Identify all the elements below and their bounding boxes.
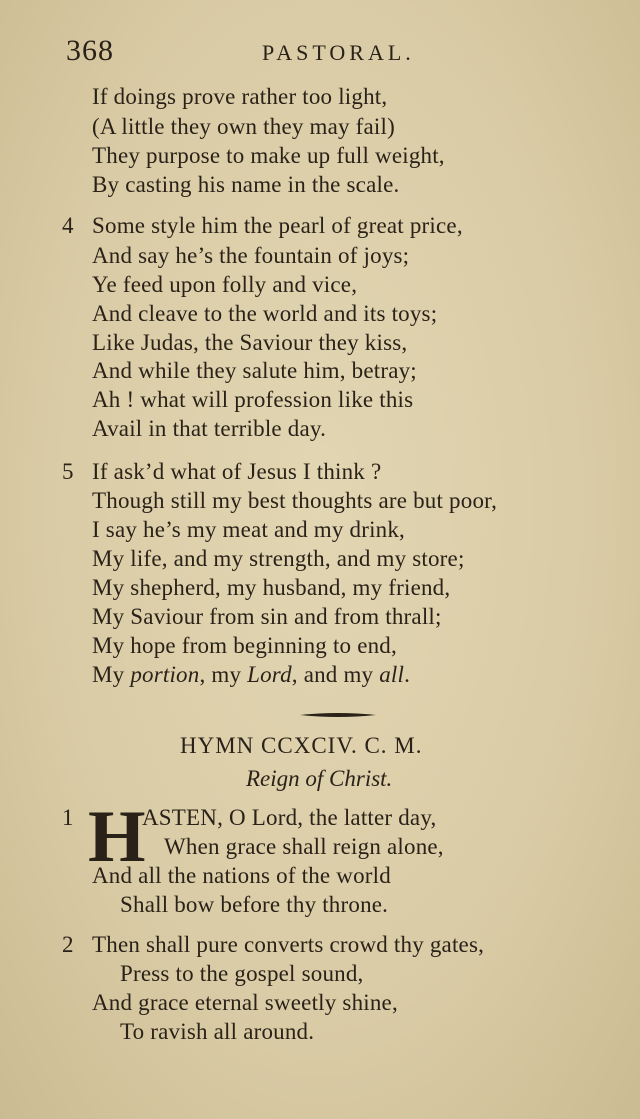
verse-line: My shepherd, my husband, my friend, [92,575,451,600]
text-run: My [92,662,131,687]
verse-line: To ravish all around. [120,1019,315,1044]
drop-cap: H [88,796,146,878]
text-run: , and my [291,662,380,687]
italic-portion: portion [130,662,200,687]
italic-lord: Lord [247,662,292,687]
verse-line: And cleave to the world and its toys; [92,301,438,326]
verse-line: (A little they own they may fail) [92,114,395,139]
verse-line: Like Judas, the Saviour they kiss, [92,330,408,355]
verse-line: Ye feed upon folly and vice, [92,272,358,297]
verse-line: I say he’s my meat and my drink, [92,517,406,542]
verse-line: Press to the gospel sound, [120,961,364,986]
verse-line: Avail in that terrible day. [92,416,327,441]
verse-line: Shall bow before thy throne. [120,892,389,917]
verse-line: And say he’s the fountain of joys; [92,243,410,268]
verse-line: They purpose to make up full weight, [92,143,445,168]
running-head: PASTORAL. [262,40,415,65]
ornament-divider [300,712,376,718]
verse-line-final [92,662,410,688]
stanza-number: 5 [62,459,74,484]
stanza-number: 4 [62,213,74,238]
verse-number: 1 [62,805,74,830]
verse-line: My life, and my strength, and my store; [92,546,465,571]
verse-line: My Saviour from sin and from thrall; [92,604,442,629]
verse-line: By casting his name in the scale. [92,172,400,197]
verse-line: Then shall pure converts crowd thy gates, [92,932,485,957]
verse-number: 2 [62,932,74,957]
verse-line: Some style him the pearl of great price, [92,213,463,238]
verse-line: My hope from beginning to end, [92,633,397,658]
verse-line: When grace shall reign alone, [164,834,444,859]
verse-line: And all the nations of the world [92,863,391,888]
verse-line: If ask’d what of Jesus I think ? [92,459,382,484]
text-run: , my [199,662,248,687]
text-run: . [404,662,411,687]
verse-line: Ah ! what will profession like this [92,387,414,412]
hymn-subtitle: Reign of Christ. [246,766,393,791]
verse-line: And while they salute him, betray; [92,358,417,383]
italic-all: all [379,662,405,687]
hymn-title: HYMN CCXCIV. C. M. [180,733,423,758]
page-header [66,34,586,74]
page-number: 368 [66,34,114,67]
verse-line: And grace eternal sweetly shine, [92,990,398,1015]
verse-line: Though still my best thoughts are but poor, [92,488,498,513]
verse-line: If doings prove rather too light, [92,84,388,109]
verse-line: ASTEN, O Lord, the latter day, [142,805,437,830]
